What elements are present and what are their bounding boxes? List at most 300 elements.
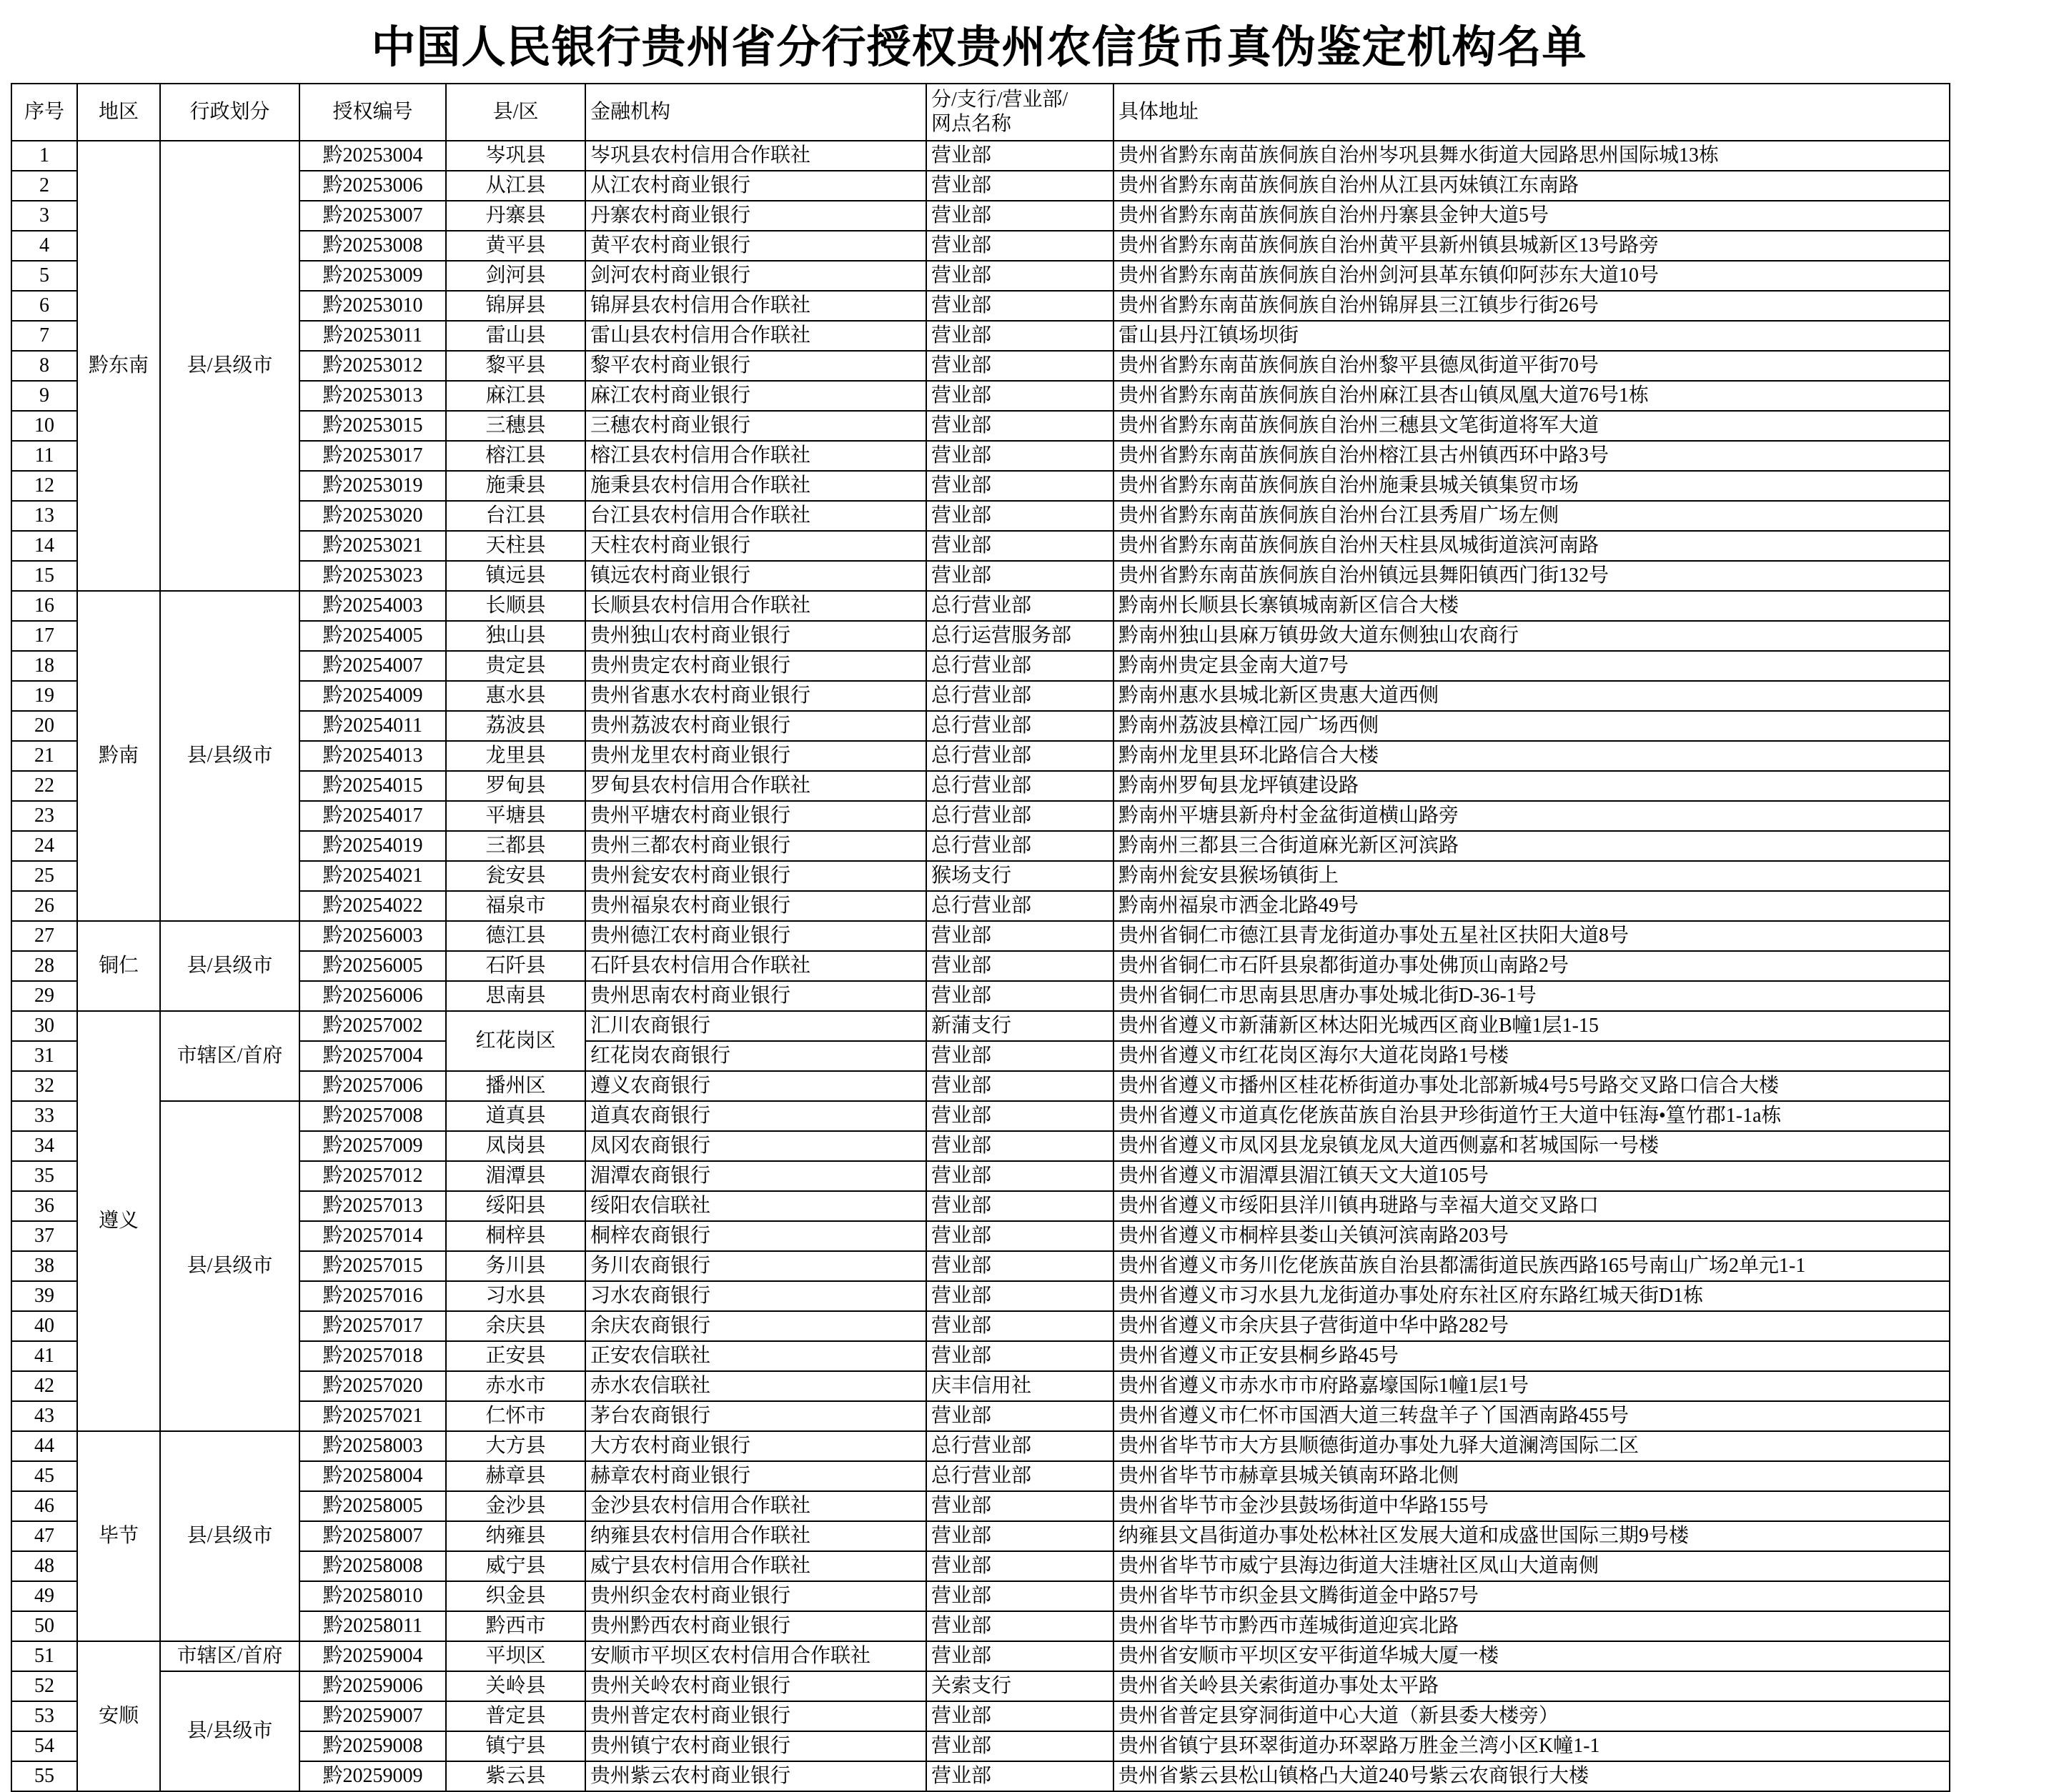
authorization-code: 黔20257012	[299, 1161, 446, 1191]
page-title: 中国人民银行贵州省分行授权贵州农信货币真伪鉴定机构名单	[371, 24, 1587, 72]
authorization-code: 黔20257008	[299, 1101, 446, 1131]
row-number: 17	[11, 621, 77, 651]
row-number: 7	[11, 321, 77, 351]
authorization-code: 黔20257013	[299, 1191, 446, 1221]
institution-name: 罗甸县农村信用合作联社	[585, 771, 926, 801]
address: 黔南州惠水县城北新区贵惠大道西侧	[1113, 681, 1950, 711]
authorization-code: 黔20259009	[299, 1761, 446, 1791]
table-row	[11, 291, 1950, 321]
institution-name: 贵州思南农村商业银行	[585, 981, 926, 1011]
table-row	[11, 1101, 1950, 1131]
county-cell: 福泉市	[446, 891, 585, 921]
institution-name: 贵州瓮安农村商业银行	[585, 861, 926, 891]
row-number: 34	[11, 1131, 77, 1161]
institution-name: 汇川农商银行	[585, 1011, 926, 1041]
table-row	[11, 1251, 1950, 1281]
institution-name: 贵州镇宁农村商业银行	[585, 1731, 926, 1761]
county-cell: 仁怀市	[446, 1401, 585, 1431]
institution-name: 长顺县农村信用合作联社	[585, 591, 926, 621]
table-row	[11, 1281, 1950, 1311]
region-cell: 安顺	[77, 1641, 160, 1791]
branch-name: 总行营业部	[926, 831, 1113, 861]
county-cell: 从江县	[446, 171, 585, 201]
region-cell: 遵义	[77, 1011, 160, 1431]
institution-name: 黎平农村商业银行	[585, 351, 926, 381]
institution-name: 凤冈农商银行	[585, 1131, 926, 1161]
institution-name: 习水农商银行	[585, 1281, 926, 1311]
address: 贵州省毕节市织金县文腾街道金中路57号	[1113, 1581, 1950, 1611]
county-cell: 播州区	[446, 1071, 585, 1101]
county-cell: 惠水县	[446, 681, 585, 711]
county-cell: 罗甸县	[446, 771, 585, 801]
table-row	[11, 1311, 1950, 1341]
row-number: 6	[11, 291, 77, 321]
address: 贵州省遵义市正安县桐乡路45号	[1113, 1341, 1950, 1371]
branch-name: 营业部	[926, 1611, 1113, 1641]
address: 贵州省黔东南苗族侗族自治州从江县丙妹镇江东南路	[1113, 171, 1950, 201]
address: 贵州省遵义市红花岗区海尔大道花岗路1号楼	[1113, 1041, 1950, 1071]
table-row	[11, 561, 1950, 591]
branch-name: 营业部	[926, 1191, 1113, 1221]
table-row	[11, 591, 1950, 621]
branch-name: 营业部	[926, 1311, 1113, 1341]
authorization-code: 黔20254015	[299, 771, 446, 801]
county-cell: 黔西市	[446, 1611, 585, 1641]
county-cell: 三穗县	[446, 411, 585, 441]
region-cell: 黔东南	[77, 141, 160, 591]
branch-name: 营业部	[926, 441, 1113, 471]
header-code: 授权编号	[299, 84, 446, 141]
institution-name: 丹寨农村商业银行	[585, 201, 926, 231]
authorization-code: 黔20258007	[299, 1521, 446, 1551]
authorization-code: 黔20257018	[299, 1341, 446, 1371]
branch-name: 总行营业部	[926, 591, 1113, 621]
authorization-code: 黔20254003	[299, 591, 446, 621]
institution-name: 贵州关岭农村商业银行	[585, 1671, 926, 1701]
county-cell: 石阡县	[446, 951, 585, 981]
address: 贵州省遵义市凤冈县龙泉镇龙凤大道西侧嘉和茗城国际一号楼	[1113, 1131, 1950, 1161]
authorization-code: 黔20253017	[299, 441, 446, 471]
institution-name: 贵州三都农村商业银行	[585, 831, 926, 861]
institution-name: 从江农村商业银行	[585, 171, 926, 201]
authorization-code: 黔20258005	[299, 1491, 446, 1521]
county-cell: 威宁县	[446, 1551, 585, 1581]
row-number: 42	[11, 1371, 77, 1401]
table-row	[11, 1491, 1950, 1521]
row-number: 48	[11, 1551, 77, 1581]
row-number: 3	[11, 201, 77, 231]
county-cell: 织金县	[446, 1581, 585, 1611]
branch-name: 营业部	[926, 201, 1113, 231]
table-row	[11, 1341, 1950, 1371]
address: 贵州省黔东南苗族侗族自治州麻江县杏山镇凤凰大道76号1栋	[1113, 381, 1950, 411]
authorization-code: 黔20258011	[299, 1611, 446, 1641]
row-number: 11	[11, 441, 77, 471]
authorization-code: 黔20253021	[299, 531, 446, 561]
authorization-code: 黔20257006	[299, 1071, 446, 1101]
authorization-code: 黔20254011	[299, 711, 446, 741]
row-number: 39	[11, 1281, 77, 1311]
header-row	[11, 84, 1950, 141]
authorization-code: 黔20258010	[299, 1581, 446, 1611]
authorization-code: 黔20253007	[299, 201, 446, 231]
authorization-code: 黔20259007	[299, 1701, 446, 1731]
county-cell: 德江县	[446, 921, 585, 951]
row-number: 13	[11, 501, 77, 531]
address: 贵州省普定县穿洞街道中心大道（新县委大楼旁）	[1113, 1701, 1950, 1731]
branch-name: 营业部	[926, 321, 1113, 351]
authorization-code: 黔20258008	[299, 1551, 446, 1581]
branch-name: 营业部	[926, 1131, 1113, 1161]
address: 黔南州瓮安县猴场镇街上	[1113, 861, 1950, 891]
branch-name: 总行营业部	[926, 711, 1113, 741]
address: 贵州省遵义市道真仡佬族苗族自治县尹珍街道竹王大道中钰海•篁竹郡1-1a栋	[1113, 1101, 1950, 1131]
address: 贵州省遵义市习水县九龙街道办事处府东社区府东路红城天街D1栋	[1113, 1281, 1950, 1311]
address: 雷山县丹江镇场坝街	[1113, 321, 1950, 351]
table-row	[11, 381, 1950, 411]
table-row	[11, 1191, 1950, 1221]
row-number: 18	[11, 651, 77, 681]
institution-name: 金沙县农村信用合作联社	[585, 1491, 926, 1521]
authorization-code: 黔20254022	[299, 891, 446, 921]
county-cell: 榕江县	[446, 441, 585, 471]
table-row	[11, 1041, 1950, 1071]
table-row	[11, 1161, 1950, 1191]
branch-name: 营业部	[926, 921, 1113, 951]
table-row	[11, 351, 1950, 381]
county-cell: 丹寨县	[446, 201, 585, 231]
table-row	[11, 621, 1950, 651]
address: 黔南州龙里县环北路信合大楼	[1113, 741, 1950, 771]
authorization-code: 黔20253020	[299, 501, 446, 531]
header-region: 地区	[77, 84, 160, 141]
division-cell: 县/县级市	[160, 141, 299, 591]
row-number: 33	[11, 1101, 77, 1131]
county-cell: 三都县	[446, 831, 585, 861]
county-cell: 瓮安县	[446, 861, 585, 891]
branch-name: 营业部	[926, 1251, 1113, 1281]
authorization-code: 黔20254021	[299, 861, 446, 891]
authorization-code: 黔20256005	[299, 951, 446, 981]
row-number: 40	[11, 1311, 77, 1341]
branch-name: 营业部	[926, 1041, 1113, 1071]
institution-name: 大方农村商业银行	[585, 1431, 926, 1461]
county-cell: 道真县	[446, 1101, 585, 1131]
row-number: 10	[11, 411, 77, 441]
address: 黔南州罗甸县龙坪镇建设路	[1113, 771, 1950, 801]
county-cell: 平坝区	[446, 1641, 585, 1671]
table-row	[11, 921, 1950, 951]
institution-name: 雷山县农村信用合作联社	[585, 321, 926, 351]
authorization-code: 黔20258004	[299, 1461, 446, 1491]
branch-name: 营业部	[926, 1281, 1113, 1311]
table-row	[11, 171, 1950, 201]
county-cell: 镇远县	[446, 561, 585, 591]
institution-name: 红花岗农商银行	[585, 1041, 926, 1071]
header-branch-line1: 分/支行/营业部/	[931, 89, 1068, 111]
row-number: 23	[11, 801, 77, 831]
branch-name: 营业部	[926, 1221, 1113, 1251]
institution-name: 台江县农村信用合作联社	[585, 501, 926, 531]
branch-name: 营业部	[926, 531, 1113, 561]
branch-name: 营业部	[926, 231, 1113, 261]
row-number: 14	[11, 531, 77, 561]
row-number: 36	[11, 1191, 77, 1221]
county-cell: 湄潭县	[446, 1161, 585, 1191]
row-number: 53	[11, 1701, 77, 1731]
row-number: 32	[11, 1071, 77, 1101]
authorization-code: 黔20253008	[299, 231, 446, 261]
row-number: 38	[11, 1251, 77, 1281]
county-cell: 长顺县	[446, 591, 585, 621]
branch-name: 总行营业部	[926, 681, 1113, 711]
table-row	[11, 1071, 1950, 1101]
institution-name: 镇远农村商业银行	[585, 561, 926, 591]
county-cell: 贵定县	[446, 651, 585, 681]
division-cell: 县/县级市	[160, 921, 299, 1011]
institution-name: 黄平农村商业银行	[585, 231, 926, 261]
institution-name: 赫章农村商业银行	[585, 1461, 926, 1491]
branch-name: 营业部	[926, 981, 1113, 1011]
county-cell: 施秉县	[446, 471, 585, 501]
row-number: 41	[11, 1341, 77, 1371]
table-row	[11, 1671, 1950, 1701]
address: 贵州省毕节市威宁县海边街道大洼塘社区凤山大道南侧	[1113, 1551, 1950, 1581]
address: 贵州省遵义市绥阳县洋川镇冉琎路与幸福大道交叉路口	[1113, 1191, 1950, 1221]
institution-name: 贵州普定农村商业银行	[585, 1701, 926, 1731]
branch-name: 营业部	[926, 171, 1113, 201]
authorization-code: 黔20257016	[299, 1281, 446, 1311]
branch-name: 营业部	[926, 1401, 1113, 1431]
row-number: 31	[11, 1041, 77, 1071]
division-cell: 县/县级市	[160, 1101, 299, 1431]
institution-name: 贵州福泉农村商业银行	[585, 891, 926, 921]
table-row	[11, 1221, 1950, 1251]
row-number: 1	[11, 141, 77, 171]
branch-name: 新蒲支行	[926, 1011, 1113, 1041]
county-cell: 习水县	[446, 1281, 585, 1311]
branch-name: 营业部	[926, 1491, 1113, 1521]
county-cell: 麻江县	[446, 381, 585, 411]
authorization-code: 黔20253012	[299, 351, 446, 381]
authorization-code: 黔20253011	[299, 321, 446, 351]
address: 贵州省遵义市新蒲新区林达阳光城西区商业B幢1层1-15	[1113, 1011, 1950, 1041]
authorization-code: 黔20253006	[299, 171, 446, 201]
county-cell: 赤水市	[446, 1371, 585, 1401]
county-cell: 天柱县	[446, 531, 585, 561]
address: 贵州省毕节市金沙县鼓场街道中华路155号	[1113, 1491, 1950, 1521]
address: 贵州省铜仁市思南县思唐办事处城北街D-36-1号	[1113, 981, 1950, 1011]
county-cell: 平塘县	[446, 801, 585, 831]
table-row	[11, 981, 1950, 1011]
county-cell: 普定县	[446, 1701, 585, 1731]
institution-name: 务川农商银行	[585, 1251, 926, 1281]
branch-name: 总行营业部	[926, 771, 1113, 801]
table-row	[11, 441, 1950, 471]
address: 贵州省黔东南苗族侗族自治州榕江县古州镇西环中路3号	[1113, 441, 1950, 471]
address: 贵州省毕节市赫章县城关镇南环路北侧	[1113, 1461, 1950, 1491]
branch-name: 猴场支行	[926, 861, 1113, 891]
address: 贵州省关岭县关索街道办事处太平路	[1113, 1671, 1950, 1701]
address: 贵州省黔东南苗族侗族自治州丹寨县金钟大道5号	[1113, 201, 1950, 231]
branch-name: 营业部	[926, 141, 1113, 171]
table-row	[11, 1701, 1950, 1731]
branch-name: 营业部	[926, 411, 1113, 441]
row-number: 45	[11, 1461, 77, 1491]
table-row	[11, 861, 1950, 891]
authorization-code: 黔20254005	[299, 621, 446, 651]
institution-name: 正安农信联社	[585, 1341, 926, 1371]
institution-name: 绥阳农信联社	[585, 1191, 926, 1221]
branch-name: 营业部	[926, 261, 1113, 291]
county-cell: 台江县	[446, 501, 585, 531]
county-cell: 纳雍县	[446, 1521, 585, 1551]
branch-name: 营业部	[926, 501, 1113, 531]
institution-name: 剑河农村商业银行	[585, 261, 926, 291]
table-row	[11, 1431, 1950, 1461]
authorization-code: 黔20256006	[299, 981, 446, 1011]
authorization-code: 黔20254017	[299, 801, 446, 831]
header-address: 具体地址	[1113, 84, 1950, 141]
table-row	[11, 1581, 1950, 1611]
institution-name: 三穗农村商业银行	[585, 411, 926, 441]
county-cell: 镇宁县	[446, 1731, 585, 1761]
table-row	[11, 1761, 1950, 1791]
branch-name: 总行营业部	[926, 1431, 1113, 1461]
institution-name: 余庆农商银行	[585, 1311, 926, 1341]
branch-name: 营业部	[926, 1761, 1113, 1791]
institution-name: 贵州德江农村商业银行	[585, 921, 926, 951]
table-row	[11, 531, 1950, 561]
branch-name: 营业部	[926, 1521, 1113, 1551]
institution-name: 贵州独山农村商业银行	[585, 621, 926, 651]
address: 贵州省遵义市赤水市市府路嘉壕国际1幢1层1号	[1113, 1371, 1950, 1401]
branch-name: 营业部	[926, 1161, 1113, 1191]
row-number: 8	[11, 351, 77, 381]
branch-name: 营业部	[926, 1701, 1113, 1731]
county-cell: 正安县	[446, 1341, 585, 1371]
branch-name: 总行运营服务部	[926, 621, 1113, 651]
authorization-code: 黔20253010	[299, 291, 446, 321]
branch-name: 营业部	[926, 1551, 1113, 1581]
authorization-code: 黔20257004	[299, 1041, 446, 1071]
division-cell: 市辖区/首府	[160, 1011, 299, 1101]
table-row	[11, 741, 1950, 771]
county-cell: 雷山县	[446, 321, 585, 351]
division-cell: 市辖区/首府	[160, 1641, 299, 1671]
authorization-code: 黔20257009	[299, 1131, 446, 1161]
address: 贵州省毕节市大方县顺德街道办事处九驿大道澜湾国际二区	[1113, 1431, 1950, 1461]
county-cell: 紫云县	[446, 1761, 585, 1791]
address: 贵州省黔东南苗族侗族自治州台江县秀眉广场左侧	[1113, 501, 1950, 531]
branch-name: 营业部	[926, 471, 1113, 501]
county-cell: 绥阳县	[446, 1191, 585, 1221]
division-cell: 县/县级市	[160, 1431, 299, 1641]
row-number: 28	[11, 951, 77, 981]
authorization-code: 黔20253023	[299, 561, 446, 591]
address: 纳雍县文昌街道办事处松林社区发展大道和成盛世国际三期9号楼	[1113, 1521, 1950, 1551]
address: 黔南州独山县麻万镇毋敛大道东侧独山农商行	[1113, 621, 1950, 651]
institution-name: 威宁县农村信用合作联社	[585, 1551, 926, 1581]
address: 黔南州贵定县金南大道7号	[1113, 651, 1950, 681]
authorization-code: 黔20256003	[299, 921, 446, 951]
institution-name: 贵州紫云农村商业银行	[585, 1761, 926, 1791]
row-number: 54	[11, 1731, 77, 1761]
table-row	[11, 831, 1950, 861]
row-number: 52	[11, 1671, 77, 1701]
branch-name: 营业部	[926, 1101, 1113, 1131]
county-cell: 关岭县	[446, 1671, 585, 1701]
address: 贵州省黔东南苗族侗族自治州镇远县舞阳镇西门街132号	[1113, 561, 1950, 591]
branch-name: 营业部	[926, 351, 1113, 381]
address: 贵州省黔东南苗族侗族自治州三穗县文笔街道将军大道	[1113, 411, 1950, 441]
table-row	[11, 261, 1950, 291]
address: 黔南州长顺县长寨镇城南新区信合大楼	[1113, 591, 1950, 621]
row-number: 24	[11, 831, 77, 861]
address: 贵州省黔东南苗族侗族自治州剑河县革东镇仰阿莎东大道10号	[1113, 261, 1950, 291]
county-cell: 桐梓县	[446, 1221, 585, 1251]
address: 贵州省镇宁县环翠街道办环翠路万胜金兰湾小区K幢1-1	[1113, 1731, 1950, 1761]
authorization-code: 黔20259006	[299, 1671, 446, 1701]
table-row	[11, 471, 1950, 501]
authorization-code: 黔20253015	[299, 411, 446, 441]
branch-name: 营业部	[926, 561, 1113, 591]
authorization-code: 黔20259008	[299, 1731, 446, 1761]
table-row	[11, 711, 1950, 741]
address: 贵州省遵义市桐梓县娄山关镇河滨南路203号	[1113, 1221, 1950, 1251]
table-row	[11, 1521, 1950, 1551]
authorization-code: 黔20254013	[299, 741, 446, 771]
region-cell: 毕节	[77, 1431, 160, 1641]
address: 黔南州三都县三合街道麻光新区河滨路	[1113, 831, 1950, 861]
institution-name: 岑巩县农村信用合作联社	[585, 141, 926, 171]
table-row	[11, 1371, 1950, 1401]
branch-name: 营业部	[926, 1731, 1113, 1761]
row-number: 12	[11, 471, 77, 501]
table-row	[11, 1401, 1950, 1431]
county-cell: 思南县	[446, 981, 585, 1011]
address: 黔南州平塘县新舟村金盆街道横山路旁	[1113, 801, 1950, 831]
address: 贵州省黔东南苗族侗族自治州黎平县德凤街道平街70号	[1113, 351, 1950, 381]
row-number: 30	[11, 1011, 77, 1041]
authorization-code: 黔20257021	[299, 1401, 446, 1431]
row-number: 43	[11, 1401, 77, 1431]
county-cell: 锦屏县	[446, 291, 585, 321]
address: 贵州省铜仁市德江县青龙街道办事处五星社区扶阳大道8号	[1113, 921, 1950, 951]
address: 贵州省安顺市平坝区安平街道华城大厦一楼	[1113, 1641, 1950, 1671]
authorization-code: 黔20257002	[299, 1011, 446, 1041]
address: 黔南州福泉市洒金北路49号	[1113, 891, 1950, 921]
institution-name: 贵州平塘农村商业银行	[585, 801, 926, 831]
institution-name: 施秉县农村信用合作联社	[585, 471, 926, 501]
branch-name: 营业部	[926, 381, 1113, 411]
branch-name: 庆丰信用社	[926, 1371, 1113, 1401]
row-number: 37	[11, 1221, 77, 1251]
header-institution: 金融机构	[585, 84, 926, 141]
row-number: 22	[11, 771, 77, 801]
county-cell: 岑巩县	[446, 141, 585, 171]
address: 贵州省黔东南苗族侗族自治州施秉县城关镇集贸市场	[1113, 471, 1950, 501]
authorization-code: 黔20254007	[299, 651, 446, 681]
institution-name: 安顺市平坝区农村信用合作联社	[585, 1641, 926, 1671]
table-row	[11, 771, 1950, 801]
row-number: 46	[11, 1491, 77, 1521]
institution-name: 天柱农村商业银行	[585, 531, 926, 561]
row-number: 47	[11, 1521, 77, 1551]
county-cell: 黄平县	[446, 231, 585, 261]
address: 黔南州荔波县樟江园广场西侧	[1113, 711, 1950, 741]
row-number: 5	[11, 261, 77, 291]
